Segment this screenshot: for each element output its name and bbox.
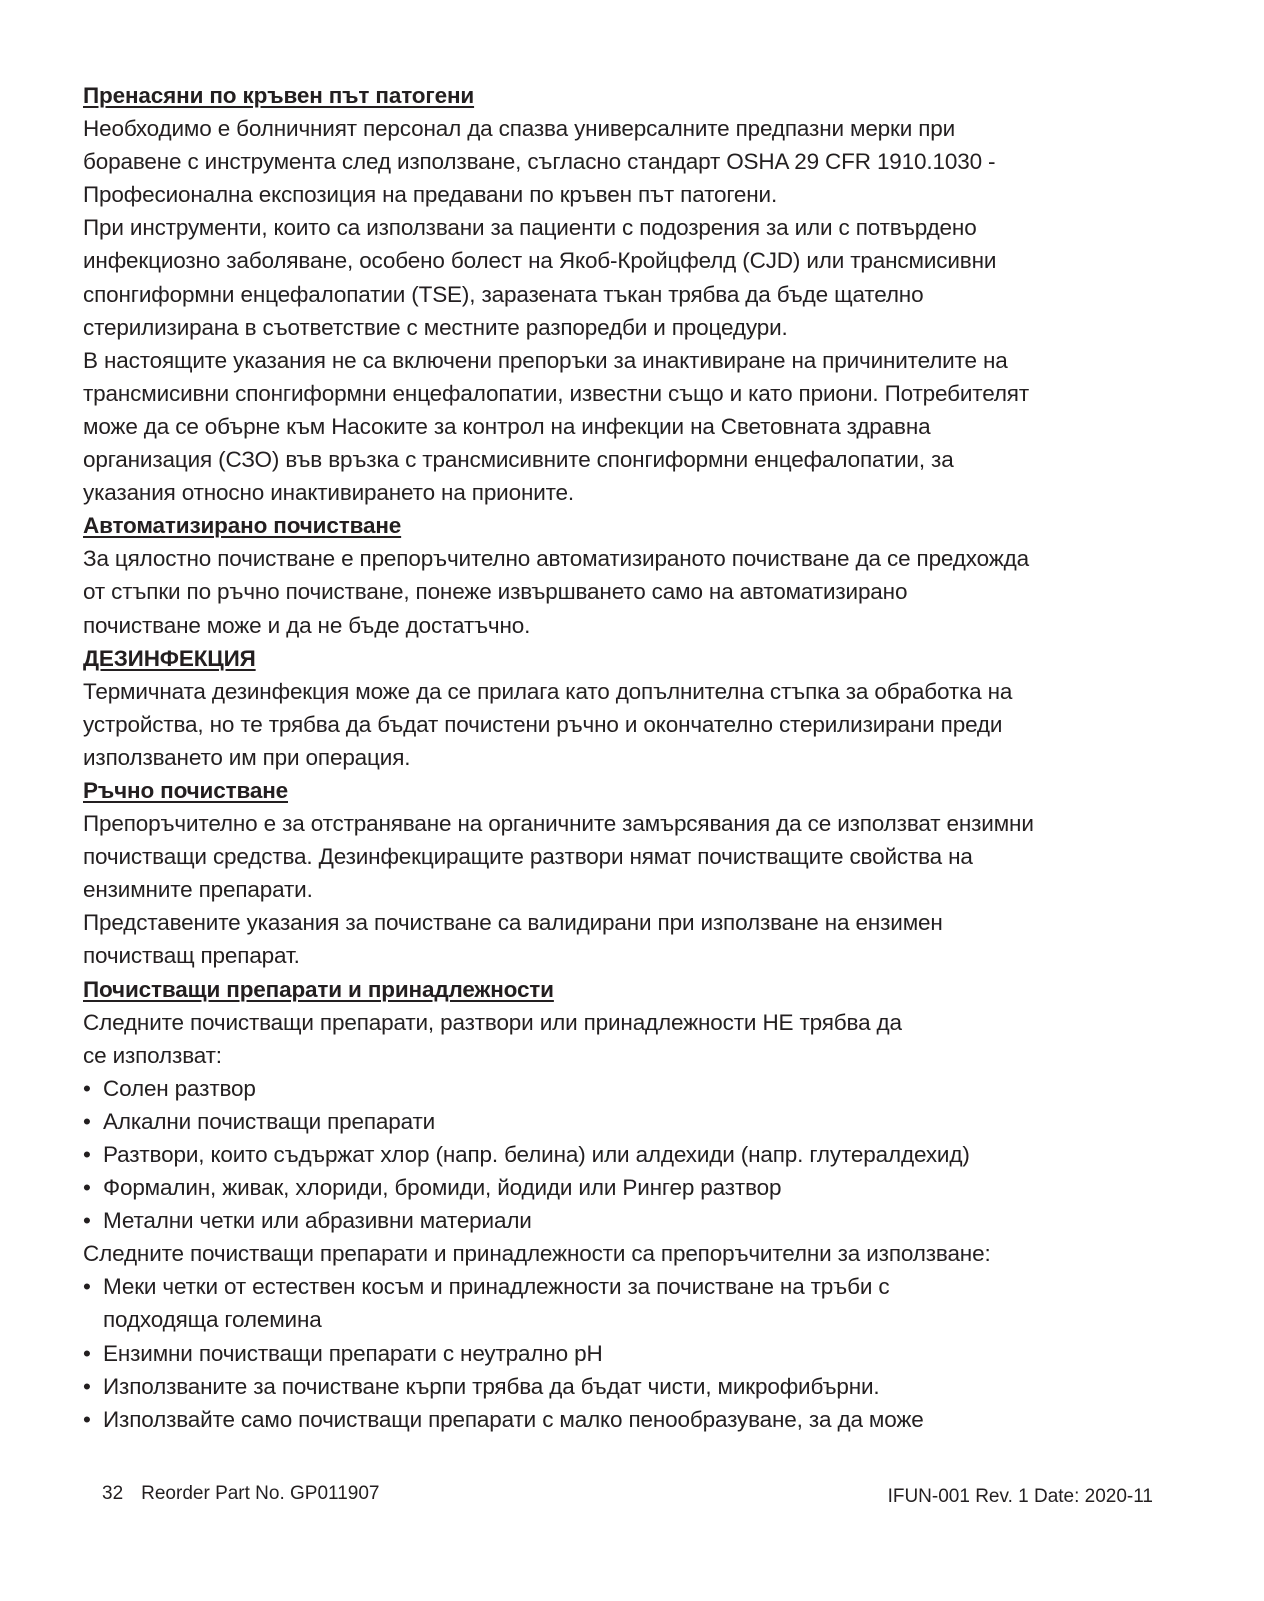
paragraph-line: Термичната дезинфекция може да се прилага като допълнителна стъпка за обработка на: [83, 678, 1013, 704]
list-item-text: Метални четки или абразивни материали: [103, 1208, 532, 1234]
paragraph-line: Следните почистващи препарати и принадлежности са препоръчителни за използване:: [83, 1241, 991, 1267]
list-item: [83, 1072, 1173, 1105]
list-item-text: Ензимни почистващи препарати с неутрално pH: [103, 1340, 603, 1366]
list-item: [83, 1204, 1173, 1237]
bullet-icon: •: [83, 1373, 91, 1399]
bullet-icon: •: [83, 1208, 91, 1234]
list-item: [83, 1270, 1173, 1336]
paragraph-line: инфекциозно заболяване, особено болест на Якоб-Кройцфелд (CJD) или трансмисивни: [83, 248, 997, 274]
paragraph-line: спонгиформни енцефалопатии (TSE), заразената тъкан трябва да бъде щателно: [83, 281, 924, 307]
list-item-text-continued: подходяща големина: [103, 1307, 322, 1333]
paragraph-line: Необходимо е болничният персонал да спазва универсалните предпазни мерки при: [83, 116, 956, 142]
paragraph-line: стерилизирана в съответствие с местните разпоредби и процедури.: [83, 314, 788, 340]
section-text-pathogens: [83, 112, 1173, 509]
paragraph-line: устройства, но те трябва да бъдат почистени ръчно и окончателно стерилизирани преди: [83, 711, 1003, 737]
bullet-icon: •: [83, 1274, 91, 1300]
section-heading-disinfection: ДЕЗИНФЕКЦИЯ: [83, 645, 256, 671]
list-item: [83, 1403, 1173, 1436]
bullet-icon: •: [83, 1406, 91, 1432]
paragraph-line: боравене с инструмента след използване, съгласно стандарт OSHA 29 CFR 1910.1030 -: [83, 149, 996, 175]
bullet-icon: •: [83, 1175, 91, 1201]
paragraph-line: Представените указания за почистване са валидирани при използване на ензимен: [83, 910, 943, 936]
list-item: [83, 1171, 1173, 1204]
document-body: [83, 79, 1173, 1436]
list-item-text: Формалин, живак, хлориди, бромиди, йодиди или Рингер разтвор: [103, 1175, 782, 1201]
page-number: 32: [102, 1483, 124, 1504]
not-allowed-list: [83, 1072, 1173, 1237]
section-text-manual-cleaning: [83, 807, 1173, 972]
bullet-icon: •: [83, 1340, 91, 1366]
section-heading-manual-cleaning: Ръчно почистване: [83, 777, 289, 803]
paragraph-line: може да се обърне към Насоките за контрол на инфекции на Световната здравна: [83, 413, 931, 439]
list-item: [83, 1105, 1173, 1138]
paragraph-line: използването им при операция.: [83, 744, 411, 770]
paragraph-line: ензимните препарати.: [83, 877, 313, 903]
list-item: [83, 1337, 1173, 1370]
footer-left: [102, 1483, 379, 1505]
paragraph-line: от стъпки по ръчно почистване, понеже извършването само на автоматизирано: [83, 579, 908, 605]
list-item-text: Използваните за почистване кърпи трябва да бъдат чисти, микрофибърни.: [103, 1373, 880, 1399]
list-item-text: Разтвори, които съдържат хлор (напр. белина) или алдехиди (напр. глутералдехид): [103, 1142, 970, 1167]
section-heading-automated-cleaning: Автоматизирано почистване: [83, 513, 402, 539]
bullet-icon: •: [83, 1142, 91, 1167]
footer-revision: IFUN-001 Rev. 1 Date: 2020-11: [887, 1486, 1153, 1507]
list-item-text: Алкални почистващи препарати: [103, 1108, 436, 1134]
paragraph-line: Професионална експозиция на предавани по кръвен път патогени.: [83, 182, 778, 208]
list-item: [83, 1370, 1173, 1403]
list-item-text: Използвайте само почистващи препарати с малко пенообразуване, за да може: [103, 1406, 924, 1432]
recommended-list: [83, 1270, 1173, 1435]
paragraph-line: почистващи средства. Дезинфекциращите разтвори нямат почистващите свойства на: [83, 844, 973, 870]
paragraph-line: За цялостно почистване е препоръчително автоматизираното почистване да се предхожда: [83, 546, 1029, 572]
reorder-part-number: Reorder Part No. GP011907: [141, 1483, 380, 1504]
paragraph-line: организация (СЗО) във връзка с трансмисивните спонгиформни енцефалопатии, за: [83, 447, 954, 473]
list-item-text: Солен разтвор: [103, 1075, 256, 1101]
paragraph-line: почистващ препарат.: [83, 943, 300, 969]
list-item-text: Меки четки от естествен косъм и принадлежности за почистване на тръби с: [103, 1274, 890, 1300]
list-item: [83, 1138, 1173, 1171]
bullet-icon: •: [83, 1075, 91, 1101]
section-heading-cleaning-agents: Почистващи препарати и принадлежности: [83, 976, 554, 1002]
paragraph-line: указания относно инактивирането на прионите.: [83, 480, 575, 506]
paragraph-line: Следните почистващи препарати, разтвори или принадлежности НЕ трябва да: [83, 1009, 902, 1035]
section-text-cleaning-agents: [83, 1006, 1173, 1436]
section-heading-pathogens: Пренасяни по кръвен път патогени: [83, 83, 475, 108]
section-text-disinfection: [83, 675, 1173, 774]
paragraph-line: трансмисивни спонгиформни енцефалопатии, известни също и като приони. Потребителят: [83, 380, 1029, 406]
paragraph-line: се използват:: [83, 1042, 222, 1068]
section-text-automated-cleaning: [83, 542, 1173, 641]
paragraph-line: При инструменти, които са използвани за пациенти с подозрения за или с потвърдено: [83, 215, 977, 241]
paragraph-line: почистване може и да не бъде достатъчно.: [83, 612, 531, 638]
paragraph-line: В настоящите указания не са включени препоръки за инактивиране на причинителите на: [83, 347, 1008, 373]
paragraph-line: Препоръчително е за отстраняване на органичните замърсявания да се използват ензимни: [83, 811, 1034, 837]
bullet-icon: •: [83, 1108, 91, 1134]
